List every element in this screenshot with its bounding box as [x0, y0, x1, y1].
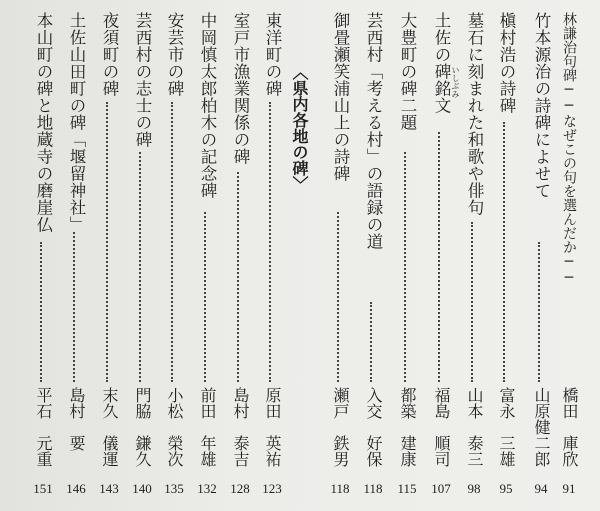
toc-entry — [29, 12, 57, 502]
entry-title: 槇村浩の詩碑 — [497, 12, 516, 114]
entry-ruby: いしぶみ — [451, 66, 460, 98]
entry-page: 135 — [164, 481, 184, 496]
entry-author: 門脇 鎌久 — [133, 387, 152, 467]
leader-dots — [503, 122, 511, 382]
toc-entry — [555, 12, 583, 502]
leader-dots — [171, 102, 179, 382]
entry-page: 128 — [230, 481, 250, 496]
entry-page: 146 — [66, 481, 86, 496]
entry-author: 瀬戸 鉄男 — [331, 387, 350, 467]
leader-dots — [40, 242, 48, 382]
entry-page: 107 — [431, 481, 451, 496]
entry-title: 芸西村の志士の碑 — [133, 12, 152, 148]
toc-entry — [393, 12, 421, 502]
entry-author: 原田 英祐 — [263, 387, 282, 467]
entry-page: 118 — [330, 481, 350, 496]
entry-author: 福島 順司 — [432, 387, 451, 467]
leader-dots — [139, 152, 147, 382]
entry-page: 118 — [363, 481, 383, 496]
toc-entry — [62, 12, 90, 502]
toc-entry — [326, 12, 354, 502]
entry-author: 島村 要 — [67, 387, 86, 451]
entry-page: 98 — [467, 481, 481, 496]
toc-entry — [160, 12, 188, 502]
toc-entry — [226, 12, 254, 502]
entry-title: 林謙治句碑──なぜこの句を選んだか── — [561, 12, 577, 286]
entry-author: 橋田 庫欣 — [560, 387, 579, 467]
entry-title: 芸西村「考える村」の語録の道 — [364, 12, 383, 250]
leader-dots — [370, 302, 378, 382]
entry-title: 安芸市の碑 — [165, 12, 184, 97]
leader-dots — [204, 212, 212, 382]
leader-dots — [106, 102, 114, 382]
entry-author: 末久 儀運 — [100, 387, 119, 467]
leader-dots — [337, 212, 345, 382]
entry-page: 123 — [262, 481, 282, 496]
entry-author: 前田 年雄 — [198, 387, 217, 467]
leader-dots — [404, 152, 412, 382]
entry-title: 竹本源治の詩碑によせて — [532, 12, 551, 199]
entry-page: 94 — [534, 481, 548, 496]
toc-entry — [128, 12, 156, 502]
leader-dots — [538, 242, 546, 382]
toc-entry — [460, 12, 488, 502]
toc-entry — [193, 12, 221, 502]
leader-dots — [438, 132, 446, 382]
entry-author: 入交 好保 — [364, 387, 383, 467]
entry-page: 140 — [132, 481, 152, 496]
entry-author: 都築 建康 — [398, 387, 417, 467]
entry-author: 小松 榮次 — [165, 387, 184, 467]
entry-author: 島村 泰吉 — [231, 387, 250, 467]
entry-author: 富永 三雄 — [497, 387, 516, 467]
entry-title: 御畳瀬笑浦山上の詩碑 — [331, 12, 350, 182]
entry-author: 山本 泰三 — [465, 387, 484, 467]
section-heading: 〈県内各地の碑〉 — [290, 64, 309, 192]
entry-page: 151 — [33, 481, 53, 496]
entry-page: 91 — [562, 481, 576, 496]
toc-entry — [527, 12, 555, 502]
entry-page: 115 — [397, 481, 417, 496]
entry-author: 平石 元重 — [34, 387, 53, 467]
leader-dots — [73, 232, 81, 382]
toc-entry — [427, 12, 460, 502]
entry-title: 大豊町の碑二題 — [398, 12, 417, 131]
leader-dots — [237, 172, 245, 382]
entry-page: 95 — [499, 481, 513, 496]
entry-title: 中岡慎太郎柏木の記念碑 — [198, 12, 217, 199]
entry-author: 山原健二郎 — [532, 387, 551, 467]
entry-title: 土佐の碑銘文 — [432, 12, 451, 114]
leader-dots — [471, 222, 479, 382]
toc-entry — [258, 12, 286, 502]
entry-page: 132 — [197, 481, 217, 496]
leader-dots — [269, 102, 277, 382]
entry-title: 土佐山田町の碑「堰留神社」 — [67, 12, 86, 233]
entry-title: 本山町の碑と地蔵寺の磨崖仏 — [34, 12, 53, 233]
toc-entry — [359, 12, 387, 502]
entry-page: 143 — [99, 481, 119, 496]
toc-entry — [95, 12, 123, 502]
toc-entry — [492, 12, 520, 502]
entry-title: 東洋町の碑 — [263, 12, 282, 97]
entry-title: 墓石に刻まれた和歌や俳句 — [465, 12, 484, 216]
entry-title: 夜須町の碑 — [100, 12, 119, 97]
entry-title: 室戸市漁業関係の碑 — [231, 12, 250, 165]
